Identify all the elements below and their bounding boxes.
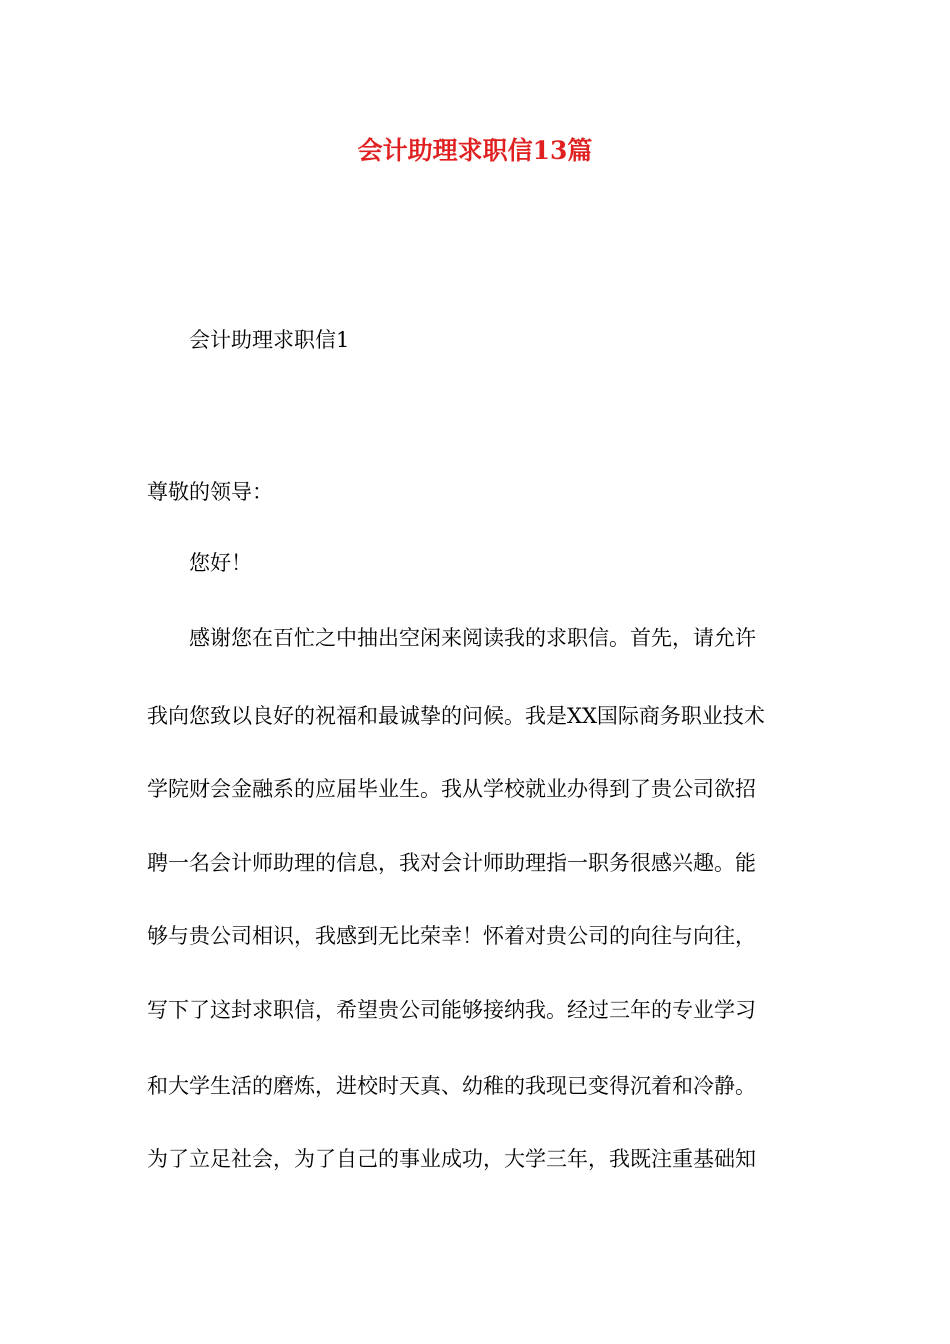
section-heading: 会计助理求职信1 — [189, 328, 350, 352]
body-line: 感谢您在百忙之中抽出空闲来阅读我的求职信。首先，请允许 — [189, 626, 756, 650]
body-line: 和大学生活的磨炼，进校时天真、幼稚的我现已变得沉着和冷静。 — [147, 1074, 756, 1098]
salutation: 尊敬的领导： — [147, 480, 273, 504]
document-title: 会计助理求职信13篇 — [357, 136, 593, 165]
body-line: 我向您致以良好的祝福和最诚挚的问候。我是XX国际商务职业技术 — [147, 704, 765, 728]
body-line: 为了立足社会，为了自己的事业成功，大学三年，我既注重基础知 — [147, 1147, 756, 1171]
body-line: 写下了这封求职信，希望贵公司能够接纳我。经过三年的专业学习 — [147, 998, 756, 1022]
greeting: 您好！ — [189, 551, 252, 575]
body-line: 学院财会金融系的应届毕业生。我从学校就业办得到了贵公司欲招 — [147, 777, 756, 801]
body-line: 够与贵公司相识，我感到无比荣幸！怀着对贵公司的向往与向往， — [147, 924, 756, 948]
body-line: 聘一名会计师助理的信息，我对会计师助理指一职务很感兴趣。能 — [147, 851, 756, 875]
